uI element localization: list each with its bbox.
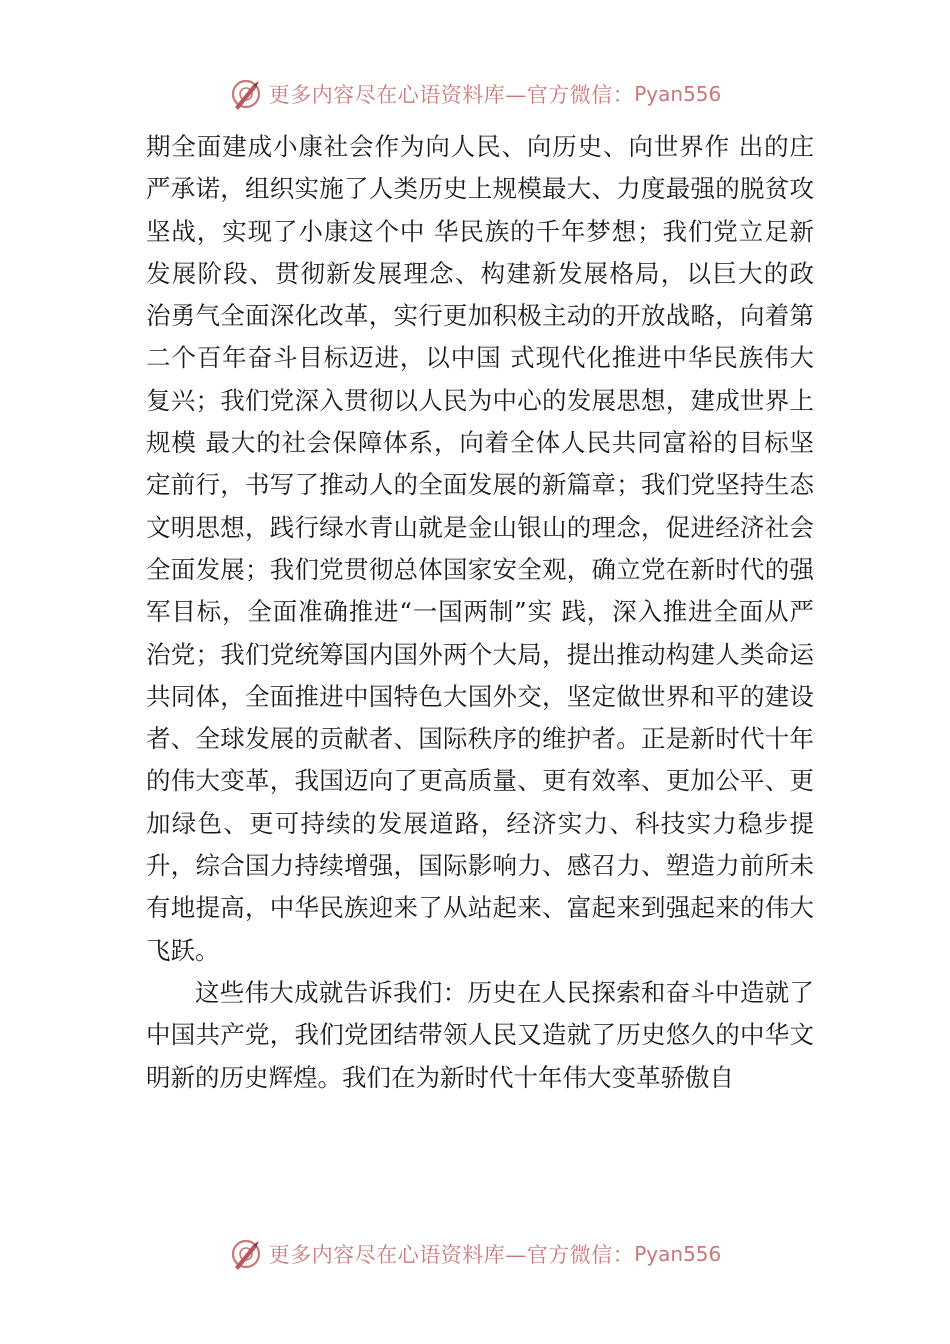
watermark-wechat-id: Pyan556 (634, 1242, 722, 1266)
body-paragraph-2: 这些伟大成就告诉我们：历史在人民探索和奋斗中造就了中国共产党，我们党团结带领人民又造就了历史悠久的中华文明新的历史辉煌。我们在为新时代十年伟大变革骄傲自 (146, 977, 814, 1092)
watermark-wechat-id: Pyan556 (634, 82, 722, 106)
watermark-text: 更多内容尽在心语资料库—官方微信： (268, 83, 635, 107)
footer-watermark (0, 1234, 950, 1274)
watermark-logo-icon (229, 1237, 263, 1271)
watermark-text: 更多内容尽在心语资料库—官方微信： (268, 1243, 635, 1267)
document-body (146, 126, 814, 1099)
watermark-logo-icon (229, 77, 263, 111)
header-watermark (0, 74, 950, 114)
body-paragraph-1: 期全面建成小康社会作为向人民、向历史、向世界作 出的庄严承诺，组织实施了人类历史上规模最大、力度最强的脱贫攻坚战，实现了小康这个中 华民族的千年梦想；我们党立足新发展阶段、贯彻新发展理念、构建新发展格局，以巨大的政 治勇气全面深化改革，实行更加积极主动的开放战略，向着第二个百年奋斗目标迈进，以中国 式现代化推进中华民族伟大复兴；我们党深入贯彻以人民为中心的发展思想，建成世界上规模 最大的社会保障体系，向着全体人民共同富裕的目标坚定前行，书写了推动人的全面发展的新篇章；我们党坚持生态文明思想，践行绿水青山就是金山银山的理念，促进经济社会全面发展；我们党贯彻总体国家安全观，确立党在新时代的强军目标，全面准确推进“一国两制”实 践，深入推进全面从严治党；我们党统筹国内国外两个大局，提出推动构建人类命运共同体，全面推进中国特色大国外交，坚定做世界和平的建设者、全球发展的贡献者、国际秩序的维护者。正是新时代十年的伟大变革，我国迈向了更高质量、更有效率、更加公平、更加绿色、更可持续的发展道路，经济实力、科技实力稳步提升，综合国力持续增强，国际影响力、感召力、塑造力前所未有地提高，中华民族迎来了从站起来、富起来到强起来的伟大飞跃。 (146, 132, 814, 965)
